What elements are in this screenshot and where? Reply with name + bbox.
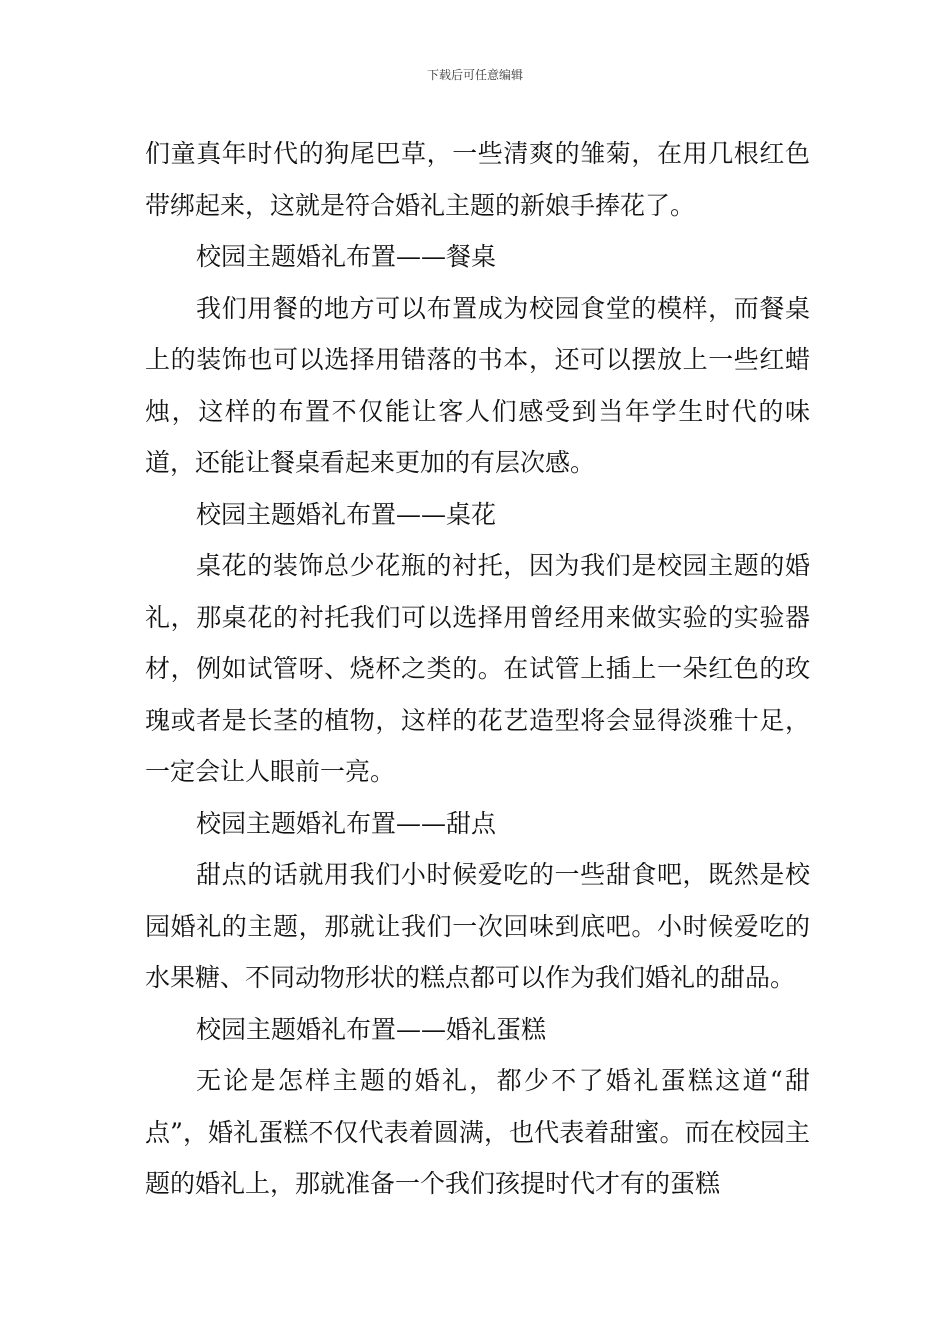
section-heading-table: 校园主题婚礼布置——餐桌 bbox=[196, 242, 497, 271]
section-heading-flowers: 校园主题婚礼布置——桌花 bbox=[196, 499, 497, 529]
paragraph-dessert: 甜点的话就用我们小时候爱吃的一些甜食吧，既然是校园婚礼的主题，那就让我们一次回味到底吧。小时候爱吃的水果糖、不同动物形状的糕点都可以作为我们婚礼的甜品。 bbox=[145, 860, 810, 992]
page-header: 下载后可任意编辑 bbox=[426, 68, 523, 82]
section-heading-cake: 校园主题婚礼布置——婚礼蛋糕 bbox=[196, 1014, 547, 1044]
paragraph-flowers: 桌花的装饰总少花瓶的衬托，因为我们是校园主题的婚礼，那桌花的衬托我们可以选择用曾经用来做实验的实验器材，例如试管呀、烧杯之类的。在试管上插上一朵红色的玫瑰或者是长茎的植物，这样的花艺造型将会显得淡雅十足，一定会让人眼前一亮。 bbox=[145, 551, 810, 786]
section-heading-dessert: 校园主题婚礼布置——甜点 bbox=[196, 808, 497, 838]
paragraph-table: 我们用餐的地方可以布置成为校园食堂的模样，而餐桌上的装饰也可以选择用错落的书本，还可以摆放上一些红蜡烛，这样的布置不仅能让客人们感受到当年学生时代的味道，还能让餐桌看起来更加的有层次感。 bbox=[145, 293, 810, 477]
paragraph-continuation: 们童真年时代的狗尾巴草，一些清爽的雏菊，在用几根红色带绑起来，这就是符合婚礼主题的新娘手捧花了。 bbox=[145, 139, 810, 220]
document-body bbox=[145, 128, 810, 1210]
paragraph-cake: 无论是怎样主题的婚礼，都少不了婚礼蛋糕这道“甜点”，婚礼蛋糕不仅代表着圆满，也代表着甜蜜。而在校园主题的婚礼上，那就准备一个我们孩提时代才有的蛋糕 bbox=[145, 1066, 810, 1198]
